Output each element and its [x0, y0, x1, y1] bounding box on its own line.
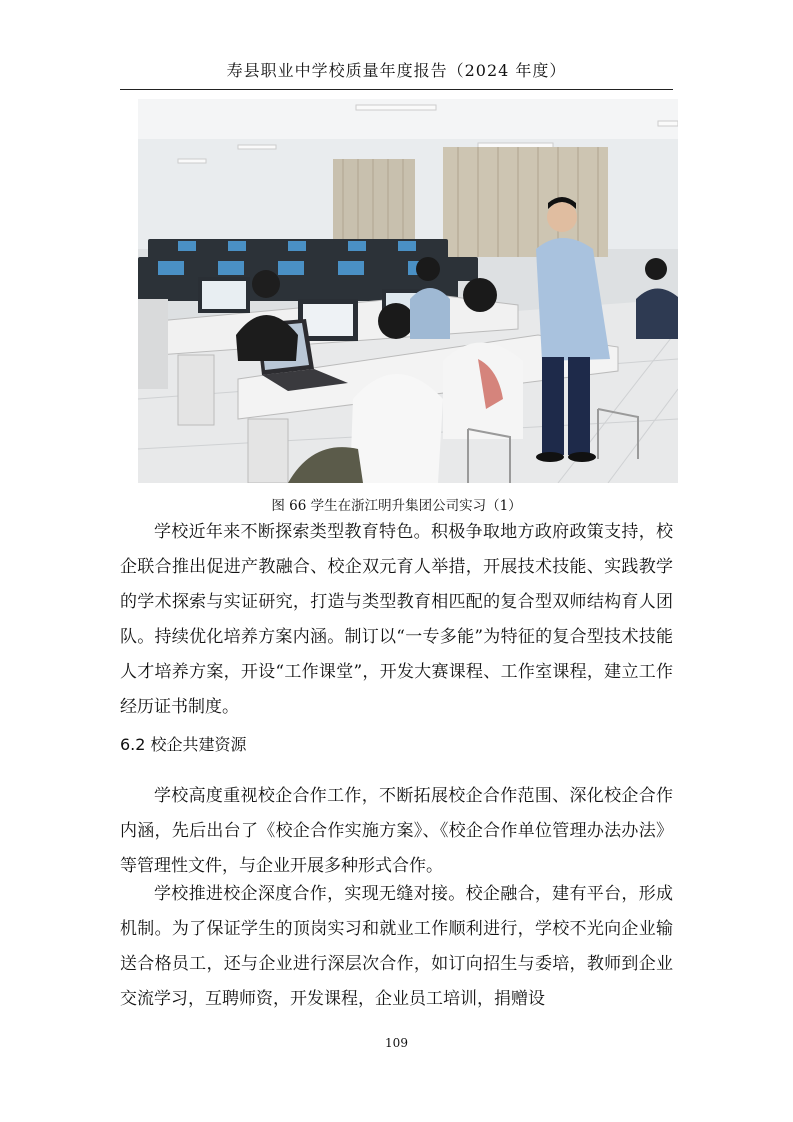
- figure-photo: [138, 99, 678, 483]
- section-heading: 6.2 校企共建资源: [120, 735, 247, 754]
- body-paragraph: 学校近年来不断探索类型教育特色。积极争取地方政府政策支持，校企联合推出促进产教融合、校企双元育人举措，开展技术技能、实践教学的学术探索与实证研究，打造与类型教育相匹配的复合型双师结构育人团队。持续优化培养方案内涵。制订以“一专多能”为特征的复合型技术技能人才培养方案，开设“工作课堂”，开发大赛课程、工作室课程，建立工作经历证书制度。: [120, 522, 673, 717]
- running-header: 寿县职业中学校质量年度报告（2024 年度）: [226, 61, 567, 80]
- page-number: 109: [385, 1036, 408, 1050]
- body-paragraph: 学校高度重视校企合作工作，不断拓展校企合作范围、深化校企合作内涵，先后出台了《校企合作实施方案》、《校企合作单位管理办法办法》等管理性文件，与企业开展多种形式合作。: [120, 786, 673, 876]
- header-rule: [120, 89, 673, 90]
- body-paragraph: 学校推进校企深度合作，实现无缝对接。校企融合，建有平台，形成机制。为了保证学生的顶岗实习和就业工作顺利进行，学校不光向企业输送合格员工，还与企业进行深层次合作，如订向招生与委培，教师到企业交流学习，互聘师资，开发课程，企业员工培训，捐赠设: [120, 884, 673, 1009]
- figure-caption: 图 66 学生在浙江明升集团公司实习（1）: [271, 498, 522, 514]
- computer-lab-photo: [138, 99, 678, 483]
